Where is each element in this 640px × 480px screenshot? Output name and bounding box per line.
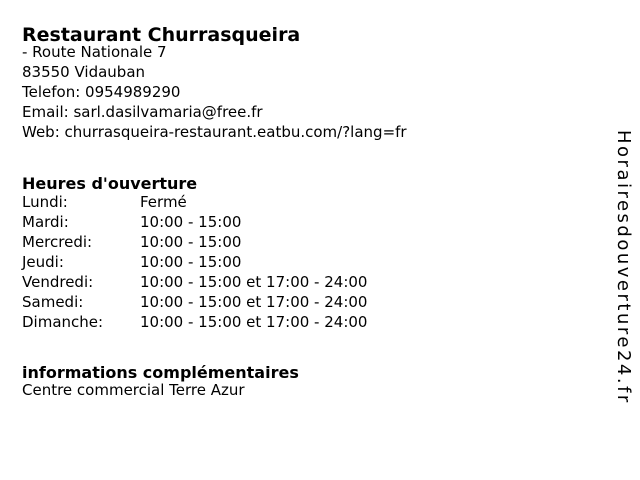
address-city: 83550 Vidauban [22, 63, 146, 81]
day-label: Mardi: [22, 213, 69, 231]
additional-info-text: Centre commercial Terre Azur [22, 381, 245, 399]
address-street: - Route Nationale 7 [22, 43, 167, 61]
hours-row-vendredi [22, 272, 367, 292]
day-label: Jeudi: [22, 253, 64, 271]
day-label: Mercredi: [22, 233, 93, 251]
page-title: Restaurant Churrasqueira [22, 23, 301, 46]
day-label: Samedi: [22, 293, 84, 311]
hours-row-jeudi [22, 252, 367, 272]
hours-row-lundi [22, 192, 367, 212]
site-watermark-vertical: Horairesdouverture24.fr [613, 130, 634, 405]
hours-row-mardi [22, 212, 367, 232]
phone-line: Telefon: 0954989290 [22, 83, 181, 101]
web-line: Web: churrasqueira-restaurant.eatbu.com/?lang=fr [22, 123, 407, 141]
time-value: 10:00 - 15:00 et 17:00 - 24:00 [140, 293, 368, 311]
day-label: Lundi: [22, 193, 68, 211]
time-value: 10:00 - 15:00 [140, 253, 242, 271]
opening-hours-heading: Heures d'ouverture [22, 174, 198, 194]
opening-hours-table [22, 192, 367, 332]
day-label: Dimanche: [22, 313, 104, 331]
time-value: 10:00 - 15:00 [140, 233, 242, 251]
hours-row-mercredi [22, 232, 367, 252]
day-label: Vendredi: [22, 273, 94, 291]
time-value: 10:00 - 15:00 [140, 213, 242, 231]
time-value: 10:00 - 15:00 et 17:00 - 24:00 [140, 313, 368, 331]
time-value: 10:00 - 15:00 et 17:00 - 24:00 [140, 273, 368, 291]
contact-block [22, 42, 407, 142]
hours-row-samedi [22, 292, 367, 312]
email-line: Email: sarl.dasilvamaria@free.fr [22, 103, 263, 121]
hours-row-dimanche [22, 312, 367, 332]
time-value: Fermé [140, 193, 187, 211]
additional-info-heading: informations complémentaires [22, 363, 299, 383]
